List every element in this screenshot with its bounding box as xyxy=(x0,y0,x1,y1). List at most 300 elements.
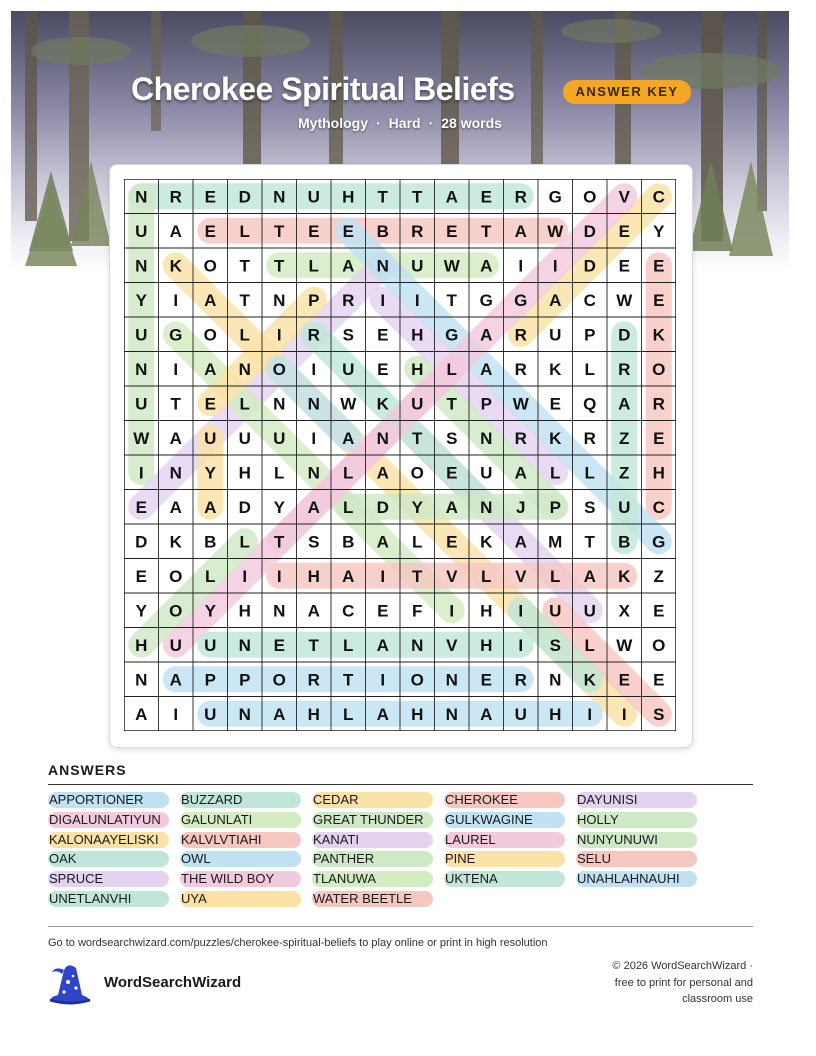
grid-letter[interactable]: E xyxy=(135,566,147,586)
grid-letter[interactable]: A xyxy=(376,532,389,552)
grid-letter[interactable]: T xyxy=(377,187,388,207)
answers-list xyxy=(48,792,753,916)
brand-name: WordSearchWizard xyxy=(104,974,242,991)
grid-letter[interactable]: W xyxy=(340,394,357,414)
grid-letter[interactable]: N xyxy=(480,497,493,517)
grid-letter[interactable]: A xyxy=(480,256,493,276)
answer-word: UNAHLAHNAUHI xyxy=(576,871,697,887)
grid-letter[interactable]: K xyxy=(549,359,562,379)
grid-letter[interactable]: O xyxy=(203,325,217,345)
grid-letter[interactable]: I xyxy=(138,463,144,483)
grid-letter[interactable]: E xyxy=(377,325,389,345)
grid-letter[interactable]: A xyxy=(135,704,148,724)
grid-letter[interactable]: T xyxy=(446,394,457,414)
grid-letter[interactable]: T xyxy=(170,394,181,414)
grid-letter[interactable]: T xyxy=(412,187,423,207)
grid-letter[interactable]: L xyxy=(550,566,561,586)
grid-letter[interactable]: A xyxy=(307,497,320,517)
answer-word: SELU xyxy=(576,851,697,867)
grid-letter[interactable]: N xyxy=(135,187,148,207)
answer-word: OAK xyxy=(48,851,169,867)
answer-word: DIGALUNLATIYUN xyxy=(48,812,169,828)
grid-letter[interactable]: U xyxy=(342,359,355,379)
grid-letter[interactable]: A xyxy=(342,428,355,448)
grid-letter[interactable]: N xyxy=(376,256,389,276)
grid-letter[interactable]: I xyxy=(380,290,386,310)
grid-letter[interactable]: R xyxy=(169,187,182,207)
grid-letter[interactable]: D xyxy=(238,187,251,207)
grid-letter[interactable]: E xyxy=(308,221,320,241)
grid-letter[interactable]: D xyxy=(618,325,631,345)
grid-letter[interactable]: B xyxy=(342,532,355,552)
grid-letter[interactable]: O xyxy=(272,670,286,690)
grid-letter[interactable]: U xyxy=(514,704,527,724)
grid-letter[interactable]: A xyxy=(169,428,182,448)
meta-separator: · xyxy=(376,115,381,131)
answer-word: NUNYUNUWI xyxy=(576,832,697,848)
grid-letter[interactable]: I xyxy=(173,704,179,724)
grid-letter[interactable]: A xyxy=(445,187,458,207)
grid-letter[interactable]: G xyxy=(169,325,183,345)
grid-letter[interactable]: A xyxy=(204,359,217,379)
grid-letter[interactable]: E xyxy=(135,497,147,517)
grid-letter[interactable]: A xyxy=(169,670,182,690)
grid-letter[interactable]: D xyxy=(238,497,251,517)
answer-word: GALUNLATI xyxy=(180,812,301,828)
grid-letter[interactable]: E xyxy=(618,256,630,276)
grid-letter[interactable]: T xyxy=(446,290,457,310)
word-count-label: 28 words xyxy=(441,115,502,131)
grid-letter[interactable]: L xyxy=(412,532,423,552)
grid-letter[interactable]: U xyxy=(411,256,424,276)
grid-letter[interactable]: L xyxy=(239,394,250,414)
grid-letter[interactable]: E xyxy=(446,221,458,241)
grid-letter[interactable]: E xyxy=(653,428,665,448)
difficulty-label: Hard xyxy=(388,115,421,131)
grid-letter[interactable]: H xyxy=(411,325,424,345)
grid-letter[interactable]: I xyxy=(276,566,282,586)
grid-letter[interactable]: N xyxy=(135,670,148,690)
copyright-notice xyxy=(553,958,753,1008)
grid-letter[interactable]: A xyxy=(514,532,527,552)
answer-word: SPRUCE xyxy=(48,871,169,887)
grid-letter[interactable]: A xyxy=(445,497,458,517)
answer-word: UKTENA xyxy=(444,871,565,887)
grid-letter[interactable]: U xyxy=(480,463,493,483)
grid-letter[interactable]: U xyxy=(204,428,217,448)
grid-letter[interactable]: L xyxy=(343,463,354,483)
grid-letter[interactable]: Z xyxy=(619,463,630,483)
grid-letter[interactable]: Z xyxy=(619,428,630,448)
grid-letter[interactable]: E xyxy=(377,359,389,379)
page-title: Cherokee Spiritual Beliefs xyxy=(131,71,515,107)
grid-letter[interactable]: O xyxy=(169,601,183,621)
grid-letter[interactable]: Z xyxy=(653,566,664,586)
grid-letter[interactable]: E xyxy=(342,221,354,241)
answer-word: PINE xyxy=(444,851,565,867)
grid-letter[interactable]: U xyxy=(135,221,148,241)
grid-letter[interactable]: N xyxy=(307,394,320,414)
grid-letter[interactable]: R xyxy=(514,325,527,345)
grid-letter[interactable]: U xyxy=(411,394,424,414)
play-online-link[interactable]: Go to wordsearchwizard.com/puzzles/cherokee-spiritual-beliefs to play online or print in high resolution xyxy=(48,937,548,949)
grid-letter[interactable]: Y xyxy=(135,290,147,310)
grid-letter[interactable]: K xyxy=(169,256,182,276)
grid-letter[interactable]: T xyxy=(274,221,285,241)
grid-letter[interactable]: P xyxy=(308,290,320,310)
grid-letter[interactable]: E xyxy=(653,256,665,276)
grid-letter[interactable]: A xyxy=(549,290,562,310)
grid-letter[interactable]: Y xyxy=(135,601,147,621)
grid-letter[interactable]: J xyxy=(516,497,526,517)
grid-letter[interactable]: U xyxy=(549,601,562,621)
grid-letter[interactable]: L xyxy=(239,221,250,241)
grid-letter[interactable]: R xyxy=(618,359,631,379)
answer-word: UYA xyxy=(180,891,301,907)
grid-letter[interactable]: C xyxy=(652,187,665,207)
grid-letter[interactable]: I xyxy=(414,290,420,310)
grid-letter[interactable]: E xyxy=(549,394,561,414)
grid-letter[interactable]: A xyxy=(204,290,217,310)
copyright-line: classroom use xyxy=(682,993,753,1005)
grid-letter[interactable]: I xyxy=(518,601,524,621)
grid-letter[interactable]: K xyxy=(169,532,182,552)
grid-letter[interactable]: P xyxy=(549,497,561,517)
grid-letter[interactable]: R xyxy=(652,394,665,414)
grid-letter[interactable]: E xyxy=(204,394,216,414)
grid-letter[interactable]: Y xyxy=(411,497,423,517)
grid-letter[interactable]: P xyxy=(204,670,216,690)
grid-letter[interactable]: L xyxy=(550,463,561,483)
divider xyxy=(48,784,753,785)
grid-letter[interactable]: O xyxy=(583,187,597,207)
grid-letter[interactable]: S xyxy=(342,325,354,345)
grid-letter[interactable]: C xyxy=(652,497,665,517)
grid-letter[interactable]: H xyxy=(238,463,251,483)
answers-heading: ANSWERS xyxy=(48,762,127,778)
grid-letter[interactable]: U xyxy=(307,187,320,207)
grid-letter[interactable]: T xyxy=(274,532,285,552)
grid-letter[interactable]: T xyxy=(274,256,285,276)
grid-letter[interactable]: I xyxy=(242,566,248,586)
grid-letter[interactable]: I xyxy=(311,359,317,379)
grid-letter[interactable]: A xyxy=(342,566,355,586)
grid-letter[interactable]: N xyxy=(273,187,286,207)
grid-letter[interactable]: U xyxy=(204,704,217,724)
grid-letter[interactable]: H xyxy=(135,635,148,655)
grid-letter[interactable]: H xyxy=(411,704,424,724)
grid-letter[interactable]: N xyxy=(238,359,251,379)
grid-letter[interactable]: W xyxy=(616,290,633,310)
grid-letter[interactable]: W xyxy=(133,428,150,448)
grid-letter[interactable]: N xyxy=(135,359,148,379)
grid-letter[interactable]: U xyxy=(169,635,182,655)
grid-letter[interactable]: E xyxy=(446,532,458,552)
grid-letter[interactable]: A xyxy=(514,221,527,241)
grid-letter[interactable]: D xyxy=(583,221,596,241)
grid-letter[interactable]: U xyxy=(273,428,286,448)
grid-letter[interactable]: W xyxy=(443,256,460,276)
grid-letter[interactable]: T xyxy=(343,670,354,690)
grid-letter[interactable]: A xyxy=(376,463,389,483)
grid-letter[interactable]: B xyxy=(618,532,631,552)
grid-letter[interactable]: E xyxy=(480,187,492,207)
grid-letter[interactable]: H xyxy=(480,635,493,655)
answer-word: THE WILD BOY xyxy=(180,871,301,887)
grid-letter[interactable]: L xyxy=(584,463,595,483)
grid-letter[interactable]: A xyxy=(514,463,527,483)
grid-letter[interactable]: R xyxy=(514,359,527,379)
grid-letter[interactable]: H xyxy=(549,704,562,724)
grid-letter[interactable]: H xyxy=(652,463,665,483)
grid-letter[interactable]: A xyxy=(583,566,596,586)
grid-letter[interactable]: S xyxy=(653,704,665,724)
grid-letter[interactable]: W xyxy=(547,221,564,241)
answer-word: CHEROKEE xyxy=(444,792,565,808)
grid-letter[interactable]: A xyxy=(480,704,493,724)
grid-letter[interactable]: B xyxy=(376,221,389,241)
grid-letter[interactable]: I xyxy=(173,359,179,379)
grid-letter[interactable]: H xyxy=(307,704,320,724)
grid-letter[interactable]: K xyxy=(652,325,665,345)
grid-letter[interactable]: I xyxy=(380,566,386,586)
grid-letter[interactable]: E xyxy=(377,601,389,621)
grid-letter[interactable]: C xyxy=(583,290,596,310)
grid-letter[interactable]: Y xyxy=(273,497,285,517)
grid-letter[interactable]: E xyxy=(446,463,458,483)
grid-letter[interactable]: T xyxy=(412,428,423,448)
grid-letter[interactable]: S xyxy=(549,635,561,655)
grid-letter[interactable]: K xyxy=(618,566,631,586)
grid-letter[interactable]: I xyxy=(380,670,386,690)
grid-letter[interactable]: N xyxy=(273,601,286,621)
grid-letter[interactable]: H xyxy=(307,566,320,586)
grid-letter[interactable]: N xyxy=(480,428,493,448)
grid-letter[interactable]: E xyxy=(204,221,216,241)
grid-letter[interactable]: L xyxy=(343,497,354,517)
answer-word: BUZZARD xyxy=(180,792,301,808)
grid-letter[interactable]: U xyxy=(135,394,148,414)
grid-letter[interactable]: R xyxy=(583,428,596,448)
grid-letter[interactable]: I xyxy=(449,601,455,621)
grid-letter[interactable]: X xyxy=(618,601,630,621)
grid-letter[interactable]: A xyxy=(169,221,182,241)
answer-word: DAYUNISI xyxy=(576,792,697,808)
grid-letter[interactable]: L xyxy=(274,463,285,483)
grid-letter[interactable]: D xyxy=(376,497,389,517)
grid-letter[interactable]: L xyxy=(584,359,595,379)
word-search-grid xyxy=(124,179,676,731)
grid-letter[interactable]: E xyxy=(204,187,216,207)
grid-letter[interactable]: U xyxy=(135,325,148,345)
grid-letter[interactable]: U xyxy=(238,428,251,448)
grid-letter[interactable]: M xyxy=(548,532,563,552)
grid-letter[interactable]: O xyxy=(652,359,666,379)
answer-word: OWL xyxy=(180,851,301,867)
grid-letter[interactable]: R xyxy=(307,670,320,690)
grid-letter[interactable]: G xyxy=(479,290,493,310)
grid-letter[interactable]: O xyxy=(652,635,666,655)
grid-letter[interactable]: E xyxy=(618,670,630,690)
grid-letter[interactable]: V xyxy=(618,187,630,207)
grid-letter[interactable]: I xyxy=(276,325,282,345)
grid-letter[interactable]: T xyxy=(412,566,423,586)
grid-letter[interactable]: L xyxy=(239,532,250,552)
grid-letter[interactable]: K xyxy=(583,670,596,690)
grid-letter[interactable]: N xyxy=(273,290,286,310)
grid-letter[interactable]: N xyxy=(273,394,286,414)
grid-letter[interactable]: G xyxy=(548,187,562,207)
grid-letter[interactable]: N xyxy=(549,670,562,690)
grid-letter[interactable]: S xyxy=(308,532,320,552)
grid-letter[interactable]: H xyxy=(238,601,251,621)
grid-letter[interactable]: R xyxy=(514,428,527,448)
grid-letter[interactable]: E xyxy=(653,601,665,621)
grid-letter[interactable]: O xyxy=(272,359,286,379)
grid-letter[interactable]: K xyxy=(480,532,493,552)
grid-letter[interactable]: D xyxy=(135,532,148,552)
answer-word: WATER BEETLE xyxy=(312,891,433,907)
grid-letter[interactable]: N xyxy=(445,670,458,690)
answer-word: APPORTIONER xyxy=(48,792,169,808)
grid-letter[interactable]: A xyxy=(618,394,631,414)
grid-letter[interactable]: N xyxy=(307,463,320,483)
grid-letter[interactable]: I xyxy=(552,256,558,276)
grid-letter[interactable]: V xyxy=(446,566,458,586)
grid-letter[interactable]: T xyxy=(584,532,595,552)
grid-letter[interactable]: S xyxy=(446,428,458,448)
grid-letter[interactable]: N xyxy=(411,635,424,655)
grid-letter[interactable]: R xyxy=(307,325,320,345)
grid-letter[interactable]: A xyxy=(376,704,389,724)
grid-letter[interactable]: L xyxy=(446,359,457,379)
grid-letter[interactable]: A xyxy=(273,704,286,724)
grid-letter[interactable]: H xyxy=(411,359,424,379)
grid-letter[interactable]: L xyxy=(239,325,250,345)
grid-letter[interactable]: Y xyxy=(204,463,216,483)
grid-letter[interactable]: I xyxy=(311,428,317,448)
answer-word: LAUREL xyxy=(444,832,565,848)
grid-letter[interactable]: E xyxy=(653,290,665,310)
grid-letter[interactable]: U xyxy=(204,635,217,655)
grid-letter[interactable]: I xyxy=(518,635,524,655)
grid-letter[interactable]: G xyxy=(652,532,666,552)
grid-letter[interactable]: T xyxy=(239,290,250,310)
grid-letter[interactable]: G xyxy=(445,325,459,345)
answer-word: TLANUWA xyxy=(312,871,433,887)
grid-letter[interactable]: A xyxy=(204,497,217,517)
grid-letter[interactable]: V xyxy=(446,635,458,655)
grid-letter[interactable]: T xyxy=(481,221,492,241)
grid-letter[interactable]: E xyxy=(653,670,665,690)
grid-letter[interactable]: I xyxy=(621,704,627,724)
grid-letter[interactable]: O xyxy=(410,463,424,483)
grid-letter[interactable]: U xyxy=(618,497,631,517)
grid-letter[interactable]: L xyxy=(343,635,354,655)
grid-letter[interactable]: H xyxy=(342,187,355,207)
grid-letter[interactable]: E xyxy=(273,635,285,655)
grid-letter[interactable]: I xyxy=(587,704,593,724)
grid-letter[interactable]: L xyxy=(481,566,492,586)
answer-word: GULKWAGINE xyxy=(444,812,565,828)
wizard-hat-icon xyxy=(46,962,94,1006)
grid-letter[interactable]: G xyxy=(514,290,528,310)
grid-letter[interactable]: Q xyxy=(583,394,597,414)
answer-word: GREAT THUNDER xyxy=(312,812,433,828)
grid-letter[interactable]: K xyxy=(376,394,389,414)
grid-letter[interactable]: F xyxy=(412,601,423,621)
answer-word: UNETLANVHI xyxy=(48,891,169,907)
grid-letter[interactable]: A xyxy=(342,256,355,276)
grid-letter[interactable]: E xyxy=(618,221,630,241)
grid-letter[interactable]: N xyxy=(238,704,251,724)
grid-letter[interactable]: W xyxy=(512,394,529,414)
grid-letter[interactable]: P xyxy=(584,325,596,345)
grid-letter[interactable]: T xyxy=(308,635,319,655)
grid-letter[interactable]: N xyxy=(238,635,251,655)
grid-letter[interactable]: O xyxy=(410,670,424,690)
grid-letter[interactable]: L xyxy=(205,566,216,586)
grid-letter[interactable]: R xyxy=(342,290,355,310)
grid-letter[interactable]: N xyxy=(445,704,458,724)
copyright-line: © 2026 WordSearchWizard · xyxy=(612,960,753,972)
answer-word: KALONAAYELISKI xyxy=(48,832,169,848)
grid-letter[interactable]: C xyxy=(342,601,355,621)
grid-letter[interactable]: O xyxy=(203,256,217,276)
grid-letter[interactable]: A xyxy=(307,601,320,621)
grid-letter[interactable]: W xyxy=(616,635,633,655)
grid-letter[interactable]: L xyxy=(343,704,354,724)
answer-word: KANATI xyxy=(312,832,433,848)
grid-letter[interactable]: T xyxy=(239,256,250,276)
grid-letter[interactable]: N xyxy=(376,428,389,448)
answer-word: KALVLVTIAHI xyxy=(180,832,301,848)
grid-letter[interactable]: S xyxy=(584,497,596,517)
grid-letter[interactable]: E xyxy=(480,670,492,690)
grid-letter[interactable]: R xyxy=(514,187,527,207)
grid-letter[interactable]: L xyxy=(584,635,595,655)
grid-letter[interactable]: K xyxy=(549,428,562,448)
puzzle-meta xyxy=(298,115,502,131)
grid-letter[interactable]: V xyxy=(515,566,527,586)
grid-letter[interactable]: R xyxy=(411,221,424,241)
grid-letter[interactable]: B xyxy=(204,532,217,552)
grid-letter[interactable]: P xyxy=(239,670,251,690)
grid-letter[interactable]: Y xyxy=(653,221,665,241)
grid-letter[interactable]: Y xyxy=(204,601,216,621)
grid-letter[interactable]: D xyxy=(583,256,596,276)
grid-letter[interactable]: U xyxy=(583,601,596,621)
grid-letter[interactable]: A xyxy=(480,359,493,379)
grid-letter[interactable]: U xyxy=(549,325,562,345)
grid-letter[interactable]: O xyxy=(169,566,183,586)
grid-letter[interactable]: H xyxy=(480,601,493,621)
grid-letter[interactable]: I xyxy=(518,256,524,276)
answer-word: CEDAR xyxy=(312,792,433,808)
divider xyxy=(48,926,753,927)
grid-letter[interactable]: A xyxy=(480,325,493,345)
grid-letter[interactable]: N xyxy=(135,256,148,276)
grid-letter[interactable]: R xyxy=(514,670,527,690)
category-label: Mythology xyxy=(298,115,368,131)
grid-letter[interactable]: P xyxy=(480,394,492,414)
grid-letter[interactable]: N xyxy=(169,463,182,483)
grid-letter[interactable]: I xyxy=(173,290,179,310)
answer-word: HOLLY xyxy=(576,812,697,828)
grid-letter[interactable]: L xyxy=(308,256,319,276)
grid-letter[interactable]: A xyxy=(169,497,182,517)
grid-letter[interactable]: A xyxy=(376,635,389,655)
